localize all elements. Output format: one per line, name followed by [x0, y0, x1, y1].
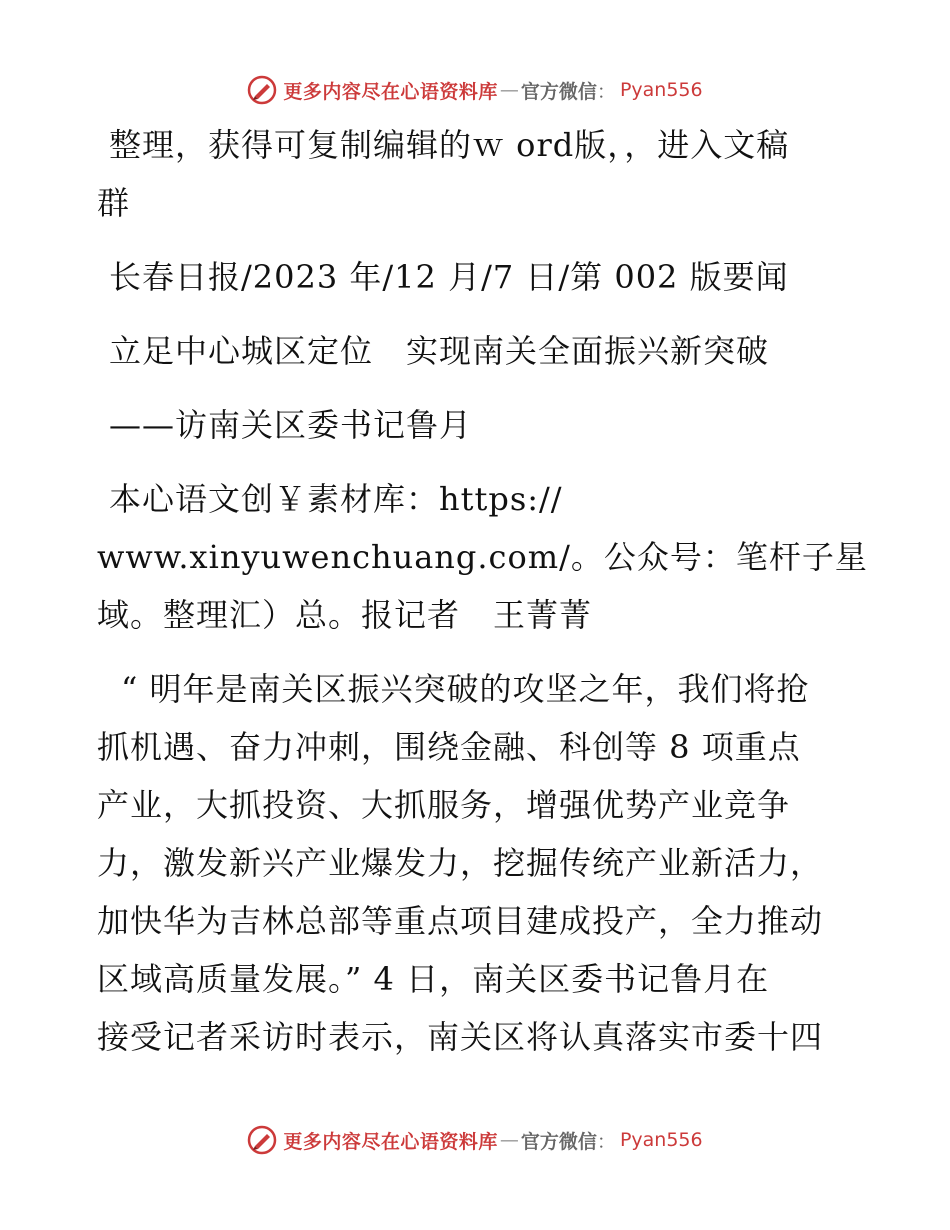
watermark-label: 官方微信	[520, 1130, 597, 1153]
pen-logo-icon	[247, 1125, 277, 1155]
paragraph-line-4: 力，激发新兴产业爆发力，挖掘传统产业新活力，	[97, 844, 824, 882]
watermark-wechat-id: Pyan556	[619, 1129, 703, 1151]
credit-line-2: www.xinyuwenchuang.com/。公众号：笔杆子星	[97, 538, 868, 576]
watermark-colon: ：	[596, 80, 616, 103]
intro-line-2: 群	[97, 184, 131, 222]
footer-watermark	[0, 1120, 950, 1160]
header-watermark	[0, 70, 950, 110]
article-subtitle: ——访南关区委书记鲁月	[109, 406, 473, 444]
paragraph-line-7: 接受记者采访时表示，南关区将认真落实市委十四	[97, 1018, 824, 1056]
intro-line-1: 整理，获得可复制编辑的ｗ ord版，，进入文稿	[109, 126, 790, 164]
watermark-label: 官方微信	[520, 80, 597, 103]
watermark-separator: —	[499, 1129, 519, 1151]
article-title: 立足中心城区定位 实现南关全面振兴新突破	[109, 332, 770, 370]
paragraph-line-2: 抓机遇、奋力冲刺，围绕金融、科创等 8 项重点	[97, 728, 801, 766]
watermark-wechat-id: Pyan556	[619, 79, 703, 101]
document-body	[97, 116, 868, 1066]
watermark-separator: —	[499, 79, 519, 101]
paragraph-line-3: 产业，大抓投资、大抓服务，增强优势产业竞争	[97, 786, 791, 824]
credit-line-1: 本心语文创￥素材库：https://	[109, 480, 563, 518]
watermark-main-text: 更多内容尽在心语资料库	[283, 80, 498, 103]
paragraph-line-5: 加快华为吉林总部等重点项目建成投产，全力推动	[97, 902, 824, 940]
source-line: 长春日报/2023 年/12 月/7 日/第 002 版要闻	[109, 258, 789, 296]
paragraph-line-6: 区域高质量发展。” 4 日，南关区委书记鲁月在	[97, 960, 770, 998]
paragraph-line-1: “ 明年是南关区振兴突破的攻坚之年，我们将抢	[121, 670, 810, 708]
watermark-colon: ：	[596, 1130, 616, 1153]
credit-line-3: 域。整理汇）总。报记者 王菁菁	[97, 596, 593, 634]
pen-logo-icon	[247, 75, 277, 105]
watermark-main-text: 更多内容尽在心语资料库	[283, 1130, 498, 1153]
